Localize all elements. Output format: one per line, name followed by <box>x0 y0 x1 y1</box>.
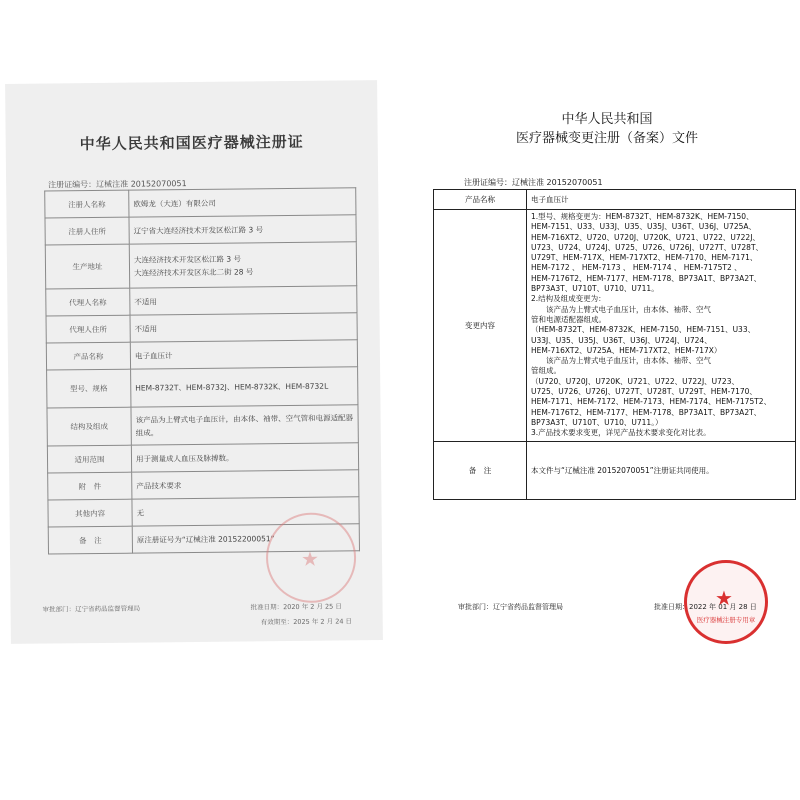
document-approval-dept: 审批部门：辽宁省药品监督管理局 <box>458 603 563 611</box>
change-registration-document <box>418 62 796 642</box>
document-title-line2: 医疗器械变更注册（备案）文件 <box>515 131 698 146</box>
change-line: HEM-7176T2、HEM-7177、HEM-7178、BP73A1T、BP73A2T、 <box>531 407 762 417</box>
row-label: 结构及组成 <box>47 407 131 446</box>
table-row <box>434 210 796 442</box>
change-content-value <box>527 210 796 442</box>
table-row <box>46 313 357 343</box>
row-label: 型号、规格 <box>47 369 131 408</box>
change-line: 3.产品技术要求变更，详见产品技术要求变化对比表。 <box>531 428 711 438</box>
document-title-line1: 中华人民共和国 <box>561 112 653 127</box>
row-label: 附 件 <box>48 472 132 500</box>
change-line: HEM-7172 、 HEM-7173 、 HEM-7174 、 HEM-7175T2 、 <box>531 263 742 273</box>
table-row <box>47 443 358 473</box>
certificate-approval-date: 批准日期：2020 年 2 月 25 日 <box>250 602 342 612</box>
table-row <box>434 190 796 210</box>
seal-star-icon: ★ <box>715 586 733 610</box>
seal-star-icon: ★ <box>300 546 320 571</box>
row-value: HEM-8732T、HEM-8732J、HEM-8732K、HEM-8732L <box>131 367 358 407</box>
change-line: HEM-7176T2、HEM-7177、HEM-7178、BP73A1T、BP73A2T、 <box>531 273 762 283</box>
row-label: 注册人住所 <box>45 217 129 245</box>
product-name-value: 电子血压计 <box>527 190 796 210</box>
row-label: 适用范围 <box>47 445 131 473</box>
table-row <box>45 242 356 289</box>
document-approval-date: 批准日期：2022 年 01 月 28 日 <box>654 603 757 611</box>
change-line: U729T、HEM-717X、HEM-717XT2、HEM-7170、HEM-7171、 <box>531 253 758 263</box>
table-row <box>46 286 357 316</box>
row-value: 该产品为上臂式电子血压计，由本体、袖带、空气管和电源适配器组成。 <box>131 405 358 445</box>
table-row <box>45 188 356 218</box>
change-line: BP73A3T、U710T、U710、U711。） <box>531 417 663 427</box>
table-row <box>434 441 796 499</box>
row-label: 生产地址 <box>45 244 129 289</box>
remark-value: 本文件与“辽械注准 20152070051”注册证共同使用。 <box>527 441 796 499</box>
row-label: 备 注 <box>48 526 132 554</box>
certificate-valid-date: 有效期至：2025 年 2 月 24 日 <box>260 617 353 627</box>
seal-text: 医疗器械注册专用章 <box>696 616 756 624</box>
remark-label: 备 注 <box>434 441 527 499</box>
certificate-table <box>44 187 360 554</box>
change-line: （HEM-8732T、HEM-8732K、HEM-7150、HEM-7151、U33、 <box>531 325 756 335</box>
change-line: U725、U726、U726J、U727T、U728T、U729T、HEM-7170、 <box>531 387 757 397</box>
change-line: 1.型号、规格变更为：HEM-8732T、HEM-8732K、HEM-7150、 <box>531 212 754 221</box>
change-line: HEM-716XT2、U725A、HEM-717XT2、HEM-717X） <box>531 345 722 355</box>
row-value: 不适用 <box>130 286 357 315</box>
table-row <box>48 470 359 500</box>
row-value: 无 <box>132 497 359 526</box>
row-value: 欧姆龙（大连）有限公司 <box>129 188 356 217</box>
change-line: 管和电源适配器组成。 <box>531 314 606 324</box>
document-reg-number: 注册证编号：辽械注准 20152070051 <box>464 178 603 187</box>
row-value: 用于测量成人血压及脉搏数。 <box>131 443 358 472</box>
row-value: 辽宁省大连经济技术开发区松江路 3 号 <box>129 215 356 244</box>
product-name-label: 产品名称 <box>434 190 527 210</box>
row-label: 代理人住所 <box>46 315 130 343</box>
table-row <box>47 367 358 408</box>
table-row <box>45 215 356 245</box>
change-content-label: 变更内容 <box>434 210 527 442</box>
change-line: 该产品为上臂式电子血压计，由本体、袖带、空气 <box>531 304 711 314</box>
change-line: 该产品为上臂式电子血压计，由本体、袖带、空气 <box>531 356 711 366</box>
row-value: 原注册证号为“辽械注准 20152200051” <box>132 524 359 553</box>
row-label: 其他内容 <box>48 499 132 527</box>
row-label: 注册人名称 <box>45 190 129 218</box>
certificate-reg-number: 注册证编号：辽械注准 20152070051 <box>48 179 187 190</box>
table-row <box>46 340 357 370</box>
registration-certificate <box>5 80 383 644</box>
change-line: 管组成。 <box>531 366 561 376</box>
table-row <box>47 405 358 446</box>
change-line: HEM-7151、U33、U33J、U35、U35J、U36T、U36J、U725A、 <box>531 222 756 232</box>
certificate-title: 中华人民共和国医疗器械注册证 <box>79 132 304 154</box>
change-line: U33J、U35、U35J、U36T、U36J、U724J、U724、 <box>531 335 712 345</box>
change-line: HEM-716XT2、U720、U720J、U720K、U721、U722、U722J、 <box>531 232 760 242</box>
certificate-approval-dept: 审批部门：辽宁省药品监督管理局 <box>42 604 141 614</box>
change-line: HEM-7171、HEM-7172、HEM-7173、HEM-7174、HEM-7175T2、 <box>531 397 772 407</box>
change-line: （U720、U720J、U720K、U721、U722、U722J、U723、 <box>531 376 739 386</box>
row-value: 不适用 <box>130 313 357 342</box>
row-label: 代理人名称 <box>46 288 130 316</box>
change-table <box>433 189 796 500</box>
change-line: U723、U724、U724J、U725、U726、U726J、U727T、U728T、 <box>531 242 764 252</box>
row-value: 大连经济技术开发区松江路 3 号 大连经济技术开发区东北二街 28 号 <box>129 242 356 288</box>
row-label: 产品名称 <box>46 342 130 370</box>
row-value: 电子血压计 <box>130 340 357 369</box>
change-line: BP73A3T、U710T、U710、U711。 <box>531 284 659 294</box>
change-line: 2.结构及组成变更为： <box>531 294 606 304</box>
row-value: 产品技术要求 <box>132 470 359 499</box>
